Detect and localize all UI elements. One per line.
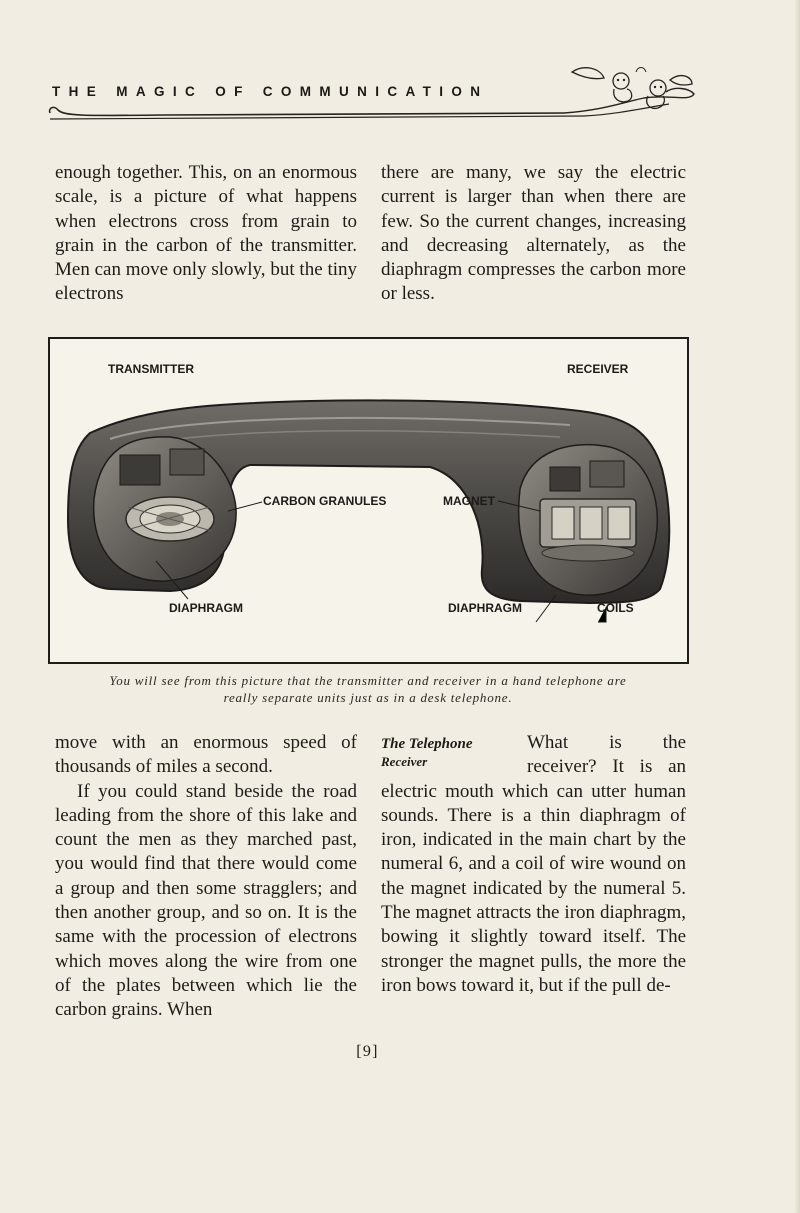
page-edge-shadow [794,0,800,1213]
caption-line: really separate units just as in a desk telephone. [223,690,513,705]
running-head: THE MAGIC OF COMMUNICATION [52,84,489,99]
coils-label: COILS [597,601,634,615]
sidehead-subtitle: Receiver [381,754,428,769]
top-right-column [381,161,686,307]
telephone-handset-figure [48,337,689,664]
body-paragraph: move with an enormous speed of thousands of miles a second. [55,732,357,778]
cherub-ornament [572,68,692,109]
section-sidehead [381,735,519,771]
body-paragraph: there are many, we say the electric current is larger than when there are few. So the current changes, increasing and decreasing alternately, as the diaphragm compresses the carbon more or less. [381,162,686,305]
diaphragm-left-label: DIAPHRAGM [169,601,243,615]
top-left-column [55,161,357,307]
bottom-left-column [55,731,357,1023]
figure-caption [48,672,688,706]
body-paragraph: enough together. This, on an enormous scale, is a picture of what happens when electrons cross from grain to grain in the carbon of the transmitter. Men can move only slowly, but the tiny electrons [55,162,357,305]
receiver-label: RECEIVER [567,362,629,376]
caption-line: You will see from this picture that the transmitter and receiver in a hand telephone are [109,673,627,688]
magnet-label: MAGNET [443,494,495,508]
carbon-granules-label: CARBON GRANULES [263,494,387,508]
diaphragm-right-label: DIAPHRAGM [448,601,522,615]
receiver-cutaway [519,445,658,595]
page-number: [9] [356,1043,379,1060]
transmitter-label: TRANSMITTER [108,362,194,376]
sidehead-title: The Telephone [381,736,473,752]
bottom-right-column [381,731,686,998]
body-paragraph: What is the receiver? It is an electric mouth which can utter human sounds. There is a thin diaphragm of iron, indicated in the main chart by the numeral 6, and a coil of wire wound on the magnet indicated by the numeral 5. The magnet attracts the iron diaphragm, bowing it slightly toward itself. The stronger the magnet pulls, the more the iron bows toward it, but if the pull de- [381,732,686,996]
decorative-head-rule [44,58,704,130]
body-paragraph: If you could stand beside the road leading from the shore of this lake and count the men as they marched past, you would find that there would come a group and then some stragglers; and then another group, and so on. It is the same with the procession of electrons which moves along the wire from one of the plates between which lie the carbon grains. When [55,780,357,1021]
